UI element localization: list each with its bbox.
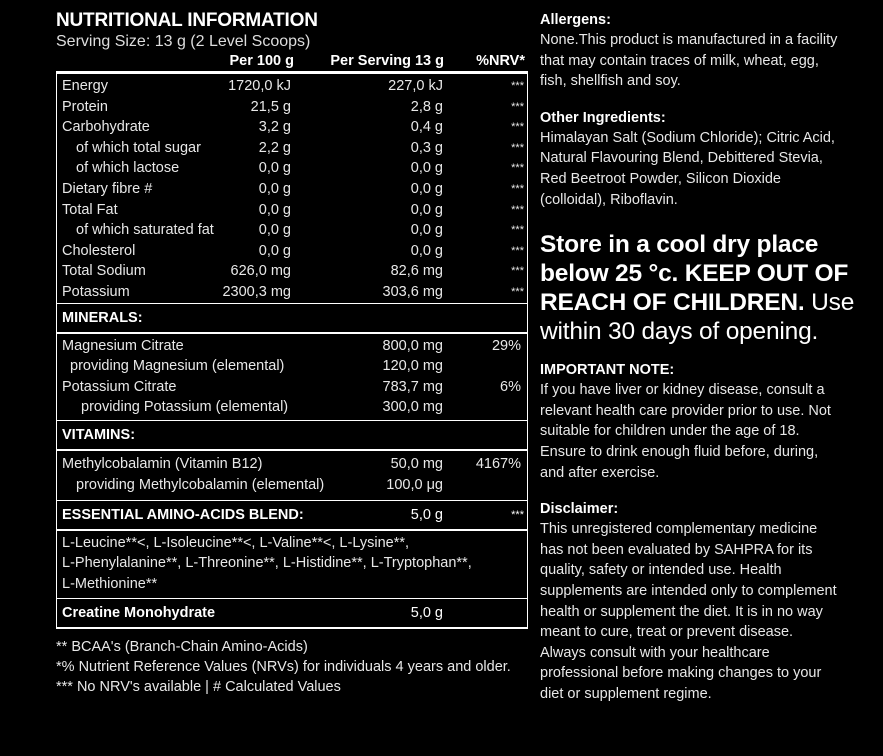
header-nrv: %NRV*	[476, 53, 525, 69]
vitamin-name: Methylcobalamin (Vitamin B12)	[62, 455, 263, 472]
important-note-text	[540, 380, 880, 483]
per-serving-value: 2,8 g	[410, 98, 443, 115]
storage-instructions	[540, 230, 880, 346]
nrv-value: ***	[511, 285, 524, 298]
important-note-line: relevant health care provider prior to use. Not	[540, 402, 831, 419]
per-100g-value: 0,0 g	[258, 222, 291, 239]
nrv-value: ***	[511, 203, 524, 216]
storage-bold: Store in a cool dry place below 25 °c. KEEP OUT OF REACH OF CHILDREN.	[540, 231, 849, 317]
disclaimer-heading: Disclaimer:	[540, 501, 619, 518]
nutrient-name: Protein	[62, 98, 108, 115]
other-ingredients-line: (colloidal), Riboflavin.	[540, 191, 678, 208]
per-100g-value: 2300,3 mg	[222, 283, 291, 300]
per-100g-value: 0,0 g	[258, 201, 291, 218]
mineral-name: Potassium Citrate	[62, 378, 177, 395]
important-note-line: and after exercise.	[540, 464, 660, 481]
minerals-heading: MINERALS:	[56, 304, 528, 334]
amino-line: L-Leucine**<, L-Isoleucine**<, L-Valine**<, L-Lysine**,	[62, 535, 410, 552]
disclaimer-line: meant to cure, treat or prevent disease.	[540, 624, 794, 641]
disclaimer-line: has not been evaluated by SAHPRA for its	[540, 541, 813, 558]
per-100g-value: 0,0 g	[258, 160, 291, 177]
nutrient-name: Potassium	[62, 283, 130, 300]
mineral-name: providing Magnesium (elemental)	[70, 358, 285, 375]
important-note-heading: IMPORTANT NOTE:	[540, 362, 675, 379]
nutrition-panel	[56, 10, 528, 698]
nrv-value: ***	[511, 265, 524, 278]
mineral-amount: 300,0 mg	[382, 399, 443, 416]
vitamin-nrv: 4167%	[475, 455, 521, 472]
per-serving-value: 82,6 mg	[390, 263, 443, 280]
nutrient-name: Total Sodium	[62, 263, 146, 280]
nutrition-table	[56, 71, 528, 304]
per-100g-value: 3,2 g	[258, 119, 291, 136]
amino-heading: ESSENTIAL AMINO-ACIDS BLEND: 5,0 g ***	[56, 501, 528, 531]
nrv-value: ***	[511, 121, 524, 134]
per-100g-value: 0,0 g	[258, 180, 291, 197]
nutrient-name: Dietary fibre #	[62, 180, 153, 197]
serving-size: Serving Size: 13 g (2 Level Scoops)	[56, 33, 311, 50]
mineral-row	[57, 336, 527, 357]
ingredients-text	[540, 128, 880, 210]
nutrition-row	[57, 117, 527, 138]
nutrient-name: of which lactose	[76, 160, 180, 177]
important-note-line: If you have liver or kidney disease, consult a	[540, 382, 825, 399]
nutrition-title: NUTRITIONAL INFORMATION	[56, 10, 318, 31]
nutrition-row	[57, 97, 527, 118]
nutrient-name: of which saturated fat	[76, 222, 214, 239]
mineral-row	[57, 397, 527, 418]
footnote: *% Nutrient Reference Values (NRVs) for individuals 4 years and older.	[56, 659, 511, 676]
nrv-value: ***	[511, 182, 524, 195]
nrv-value: ***	[511, 80, 524, 92]
nrv-value: ***	[511, 224, 524, 237]
mineral-nrv: 29%	[491, 337, 521, 354]
mineral-amount: 120,0 mg	[382, 358, 443, 375]
disclaimer-line: Always consult with your healthcare	[540, 644, 770, 661]
ingredients-heading: Other Ingredients:	[540, 109, 666, 126]
mineral-name: Magnesium Citrate	[62, 337, 184, 354]
header-per-100g: Per 100 g	[229, 53, 294, 69]
per-100g-value: 0,0 g	[258, 242, 291, 259]
allergens-line: that may contain traces of milk, wheat, egg,	[540, 52, 819, 69]
disclaimer-line: diet or supplement regime.	[540, 685, 712, 702]
disclaimer-line: health or supplement the diet. It is in no way	[540, 603, 823, 620]
per-100g-value: 2,2 g	[258, 139, 291, 156]
important-note-line: Ensure to drink enough fluid before, during,	[540, 443, 819, 460]
vitamin-row	[57, 454, 527, 475]
nutrition-row	[57, 241, 527, 262]
mineral-row	[57, 377, 527, 398]
storage-normal: Use within 30 days of opening.	[540, 289, 855, 346]
minerals-table	[56, 334, 528, 421]
nutrition-row	[57, 261, 527, 282]
nutrition-row	[57, 220, 527, 241]
allergens-text	[540, 30, 880, 92]
nutrition-row	[57, 76, 527, 97]
nutrient-name: Total Fat	[62, 201, 118, 218]
nrv-value: ***	[511, 162, 524, 175]
per-serving-value: 0,0 g	[410, 180, 443, 197]
disclaimer-line: professional before making changes to your	[540, 665, 822, 682]
allergens-line: fish, shellfish and soy.	[540, 73, 681, 90]
other-ingredients-line: Red Beetroot Powder, Silicon Dioxide	[540, 170, 781, 187]
amino-nrv: ***	[511, 509, 524, 522]
vitamin-name: providing Methylcobalamin (elemental)	[76, 476, 325, 493]
other-ingredients-line: Natural Flavouring Blend, Debittered Stevia,	[540, 150, 823, 167]
nrv-value: ***	[511, 100, 524, 113]
nutrition-header-row	[56, 51, 528, 71]
mineral-row	[57, 356, 527, 377]
disclaimer-line: This unregistered complementary medicine	[540, 521, 818, 538]
nrv-value: ***	[511, 244, 524, 257]
per-serving-value: 0,0 g	[410, 242, 443, 259]
vitamin-amount: 50,0 mg	[390, 455, 443, 472]
other-ingredients-line: Himalayan Salt (Sodium Chloride); Citric Acid,	[540, 129, 835, 146]
footnote: ** BCAA's (Branch-Chain Amino-Acids)	[56, 638, 308, 655]
allergens-heading: Allergens:	[540, 12, 611, 28]
info-panel	[540, 10, 880, 704]
per-serving-value: 0,0 g	[410, 222, 443, 239]
disclaimer-line: supplements are intended only to complement	[540, 582, 837, 599]
per-100g-value: 21,5 g	[250, 98, 291, 115]
nutrition-row	[57, 138, 527, 159]
per-serving-value: 0,0 g	[410, 201, 443, 218]
nutrient-name: Carbohydrate	[62, 119, 150, 136]
per-serving-value: 0,4 g	[410, 119, 443, 136]
per-serving-value: 0,0 g	[410, 160, 443, 177]
creatine-amount: 5,0 g	[410, 604, 443, 621]
nutrient-name: Cholesterol	[62, 242, 136, 259]
important-note-line: suitable for children under the age of 18.	[540, 423, 800, 440]
creatine-label: Creatine Monohydrate	[62, 604, 216, 621]
footnote: *** No NRV's available | # Calculated Values	[56, 679, 341, 696]
nutrient-name: of which total sugar	[76, 139, 201, 156]
per-100g-value: 626,0 mg	[230, 263, 291, 280]
allergens-line: None.This product is manufactured in a facility	[540, 32, 838, 48]
nutrition-row	[57, 282, 527, 303]
creatine-row	[56, 599, 528, 629]
per-100g-value: 1720,0 kJ	[228, 78, 291, 94]
nutrient-name: Energy	[62, 78, 108, 94]
amino-amount: 5,0 g	[410, 507, 443, 524]
disclaimer-text	[540, 519, 880, 704]
amino-line: L-Phenylalanine**, L-Threonine**, L-Histidine**, L-Tryptophan**,	[62, 555, 472, 572]
disclaimer-line: quality, safety or intended use. Health	[540, 562, 782, 579]
nutrition-row	[57, 158, 527, 179]
nrv-value: ***	[511, 141, 524, 154]
vitamin-row	[57, 475, 527, 496]
per-serving-value: 0,3 g	[410, 139, 443, 156]
mineral-nrv: 6%	[500, 378, 521, 395]
nutrition-row	[57, 179, 527, 200]
mineral-name: providing Potassium (elemental)	[81, 399, 289, 416]
header-per-serving: Per Serving 13 g	[330, 53, 444, 69]
vitamin-amount: 100,0 μg	[386, 476, 443, 493]
nutrition-row	[57, 200, 527, 221]
per-serving-value: 303,6 mg	[382, 283, 443, 300]
vitamins-table	[56, 451, 528, 501]
vitamins-heading: VITAMINS:	[56, 421, 528, 451]
amino-line: L-Methionine**	[62, 575, 158, 592]
mineral-amount: 800,0 mg	[382, 337, 443, 354]
amino-list	[56, 531, 528, 599]
per-serving-value: 227,0 kJ	[388, 78, 443, 94]
footnotes	[56, 637, 528, 698]
mineral-amount: 783,7 mg	[382, 378, 443, 395]
